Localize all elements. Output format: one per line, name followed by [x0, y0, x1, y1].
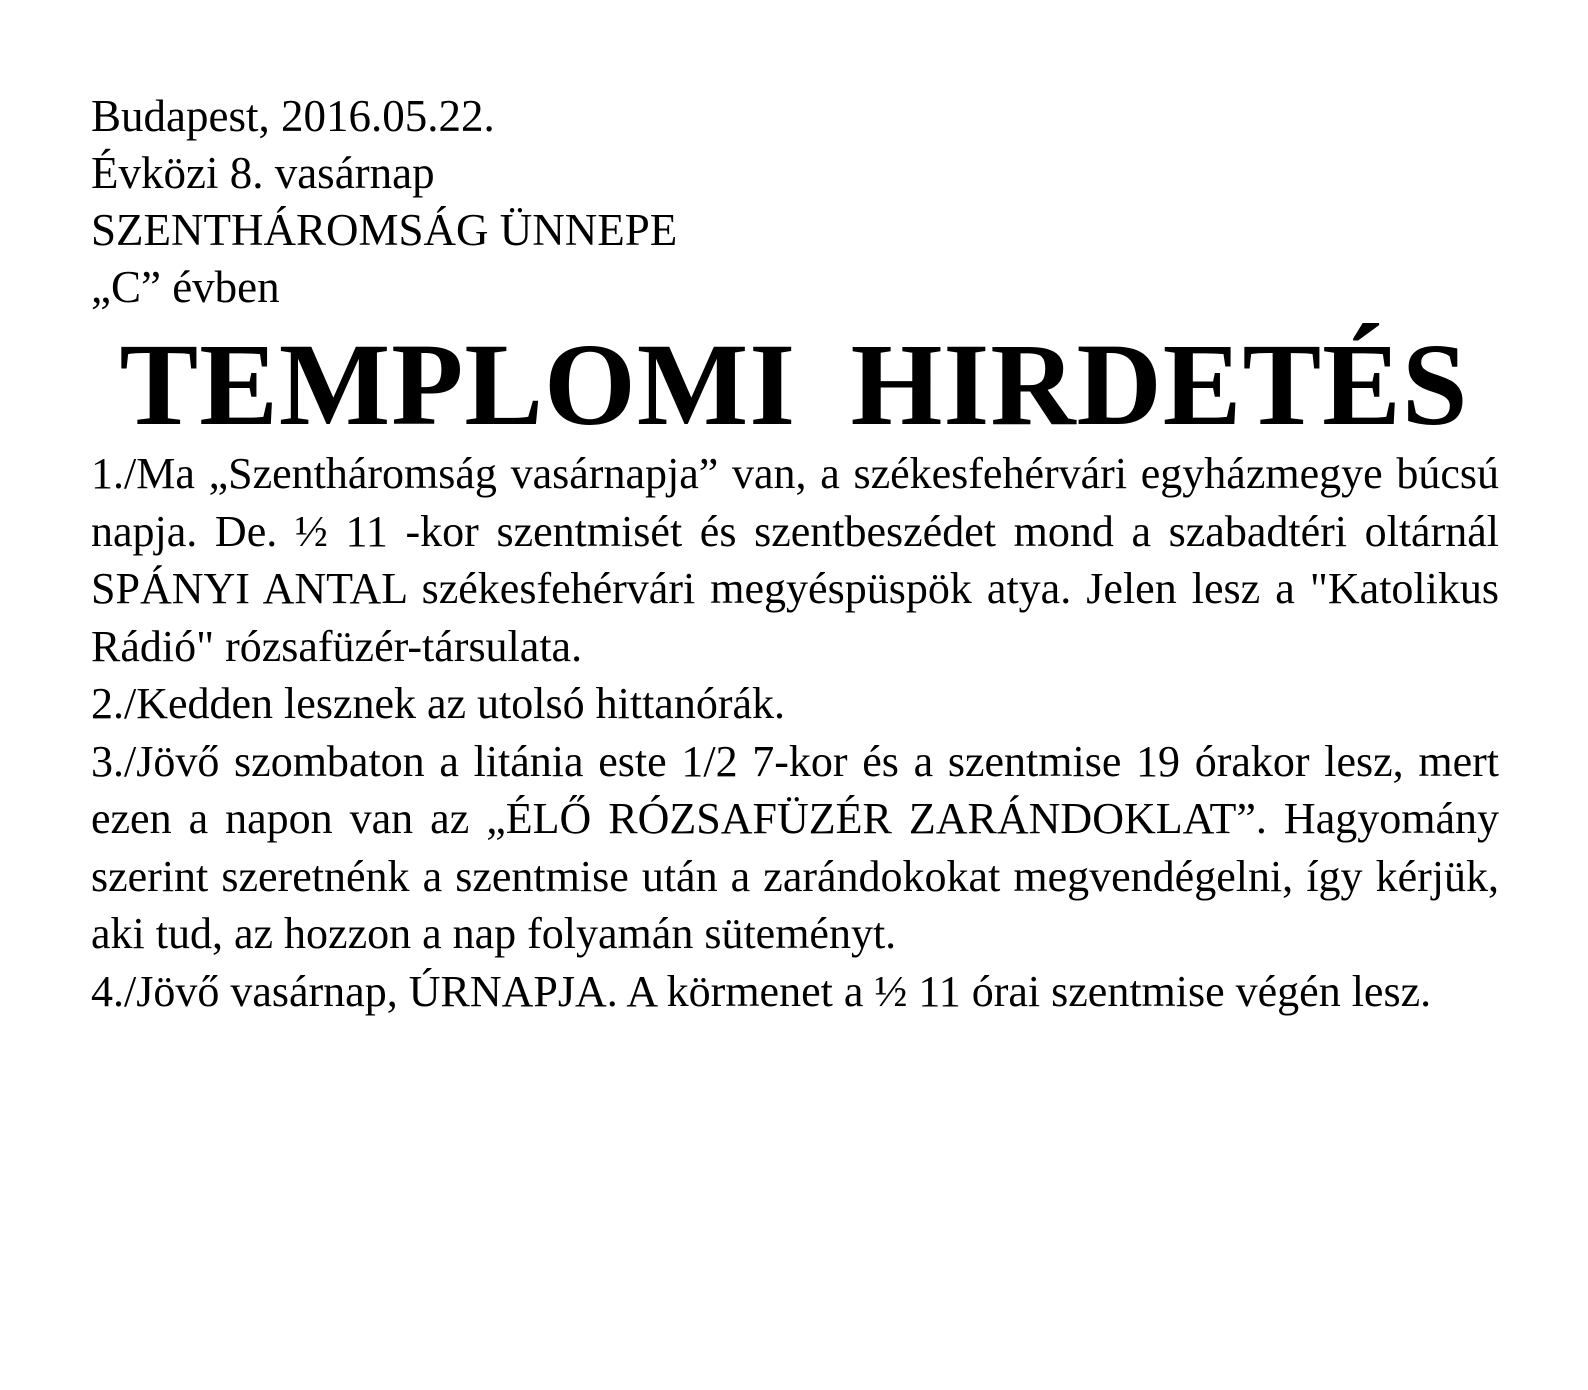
announcement-item-1: 1./Ma „Szentháromság vasárnapja” van, a székesfehérvári egyházmegye búcsú napja. De. ½ 11 -kor szentmisét és szentbeszédet mond a szabadtéri oltárnál SPÁNYI ANTAL székesfehérvári megyéspüspök atya. Jelen lesz a "Katolikus Rádió" rózsafüzér-társulata. [91, 449, 1499, 671]
announcement-item-3: 3./Jövő szombaton a litánia este 1/2 7-kor és a szentmise 19 órakor lesz, mert ezen a napon van az „ÉLŐ RÓZSAFÜZÉR ZARÁNDOKLAT”. Hagyomány szerint szeretnénk a szentmise után a zarándokokat megvendégelni, így kérjük, aki tud, az hozzon a nap folyamán süteményt. [91, 736, 1499, 958]
liturgical-year-line: „C” évben [91, 262, 280, 312]
feast-line: SZENTHÁROMSÁG ÜNNEPE [91, 205, 678, 255]
announcement-item-4: 4./Jövő vasárnap, ÚRNAPJA. A körmenet a ½ 11 órai szentmise végén lesz. [91, 966, 1432, 1016]
date-line: Budapest, 2016.05.22. [91, 91, 495, 141]
announcements-list [91, 445, 1499, 1020]
announcement-item-2: 2./Kedden lesznek az utolsó hittanórák. [91, 679, 786, 728]
sunday-line: Évközi 8. vasárnap [91, 148, 435, 198]
page-title: TEMPLOMI HIRDETÉS [119, 319, 1469, 450]
document-header [91, 88, 677, 316]
